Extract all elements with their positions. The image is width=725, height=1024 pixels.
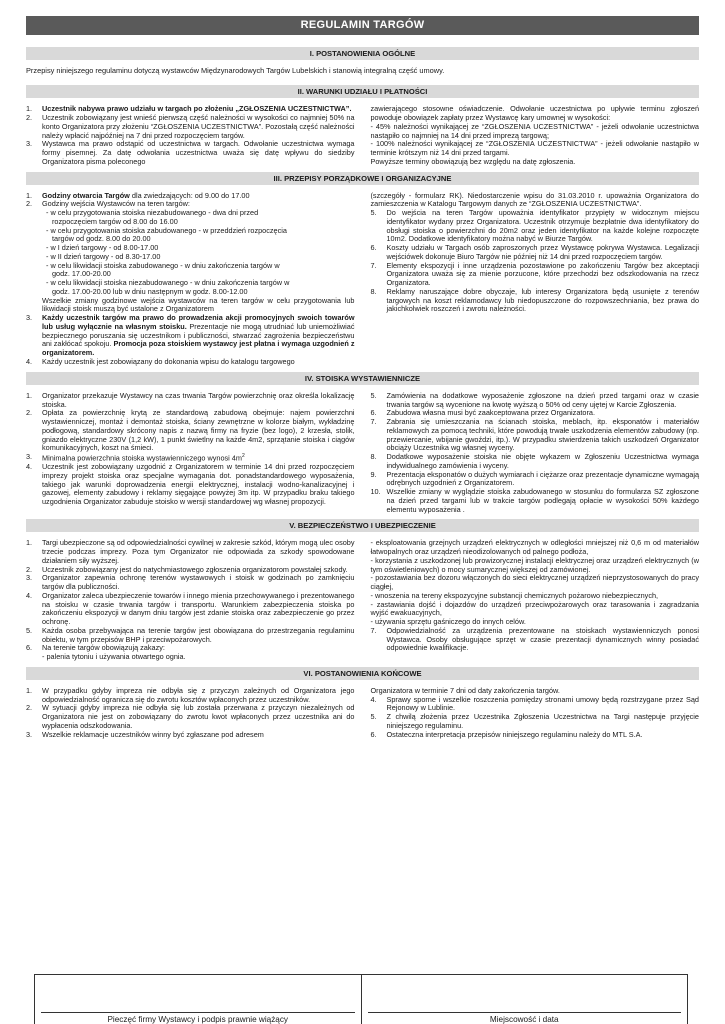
list-item: 8. Reklamy naruszające dobre obyczaje, lub interesy Organizatora będą usunięte z terenów targowych na koszt reklamodawcy lub niedopuszczone do rozpowszechniania, bez prawa do jakichkolwiek roszczeń i zwrotu należności. xyxy=(370,286,699,314)
section-heading-participation: II. WARUNKI UDZIAŁU I PŁATNOŚCI xyxy=(26,85,699,98)
stands-columns xyxy=(26,392,699,515)
list-item: 5. Zamówienia na dodatkowe wyposażenie zgłoszone na dzień przed targami oraz w czasie trwania targów są wycenione na kwotę wyższą o 50% od ceny ujętej w Karcie Zgłoszenia. xyxy=(370,390,699,409)
list-item: 2. Godziny wejścia Wystawców na teren targów: - w celu przygotowania stoiska niezabudowanego - dwa dni przed rozpoczęciem targów od 8.00 do 16.00 - w celu przygotowania stoiska zabudowanego - w przeddzień rozpoczęcia targów od godz. 8.00 do 20.00 - w I dzień targowy - od 8.00-17.00 - w II dzień targowy - od 8.30-17.00 - w celu likwidacji stoiska zabudowanego - w dniu zakończenia targów w godz. 17.00-20.00 - w celu likwidacji stoiska niezabudowanego - w dniu zakończenia targów w godz. 17.00-20.00 lub w dniu następnym w godz. 8.00-12.00 Wszelkie zmiany godzinowe wejścia wystawców na teren targów w celu przygotowania lub likwidacji stoisk muszą być ustalone z Organizatorem xyxy=(26,199,355,314)
paragraph: zawierającego stosowne oświadczenie. Odwołanie uczestnictwa po upływie terminu zgłoszeń powoduje obowiązek zapłaty przez Wystawcę kary umownej w wysokości: xyxy=(370,104,699,123)
list-item: 4. Organizator zaleca ubezpieczenie towarów i innego mienia przechowywanego i prezentowanego na stoisku w czasie trwania targów i transportu. Warunkiem zabezpieczenia stoiska po zakończeniu ekspozycji w danym dniu targów jest zdanie stoiska oraz zabezpieczenie go przez ochronę. xyxy=(26,590,355,627)
paragraph: - pozostawiania bez dozoru włączonych do sieci elektrycznej urządzeń nieprzystosowanych do pracy ciągłej, xyxy=(370,573,699,592)
paragraph: - korzystania z uszkodzonej lub prowizorycznej instalacji elektrycznej oraz urządzeń elektrycznych (w tym oświetleniowych) o mocy sumarycznej większej od zamówionej. xyxy=(370,555,699,574)
list-item: 2. Opłata za powierzchnię krytą ze standardową zabudową obejmuje: najem powierzchni wystawienniczej, montaż i demontaż stoiska, ściany zewnętrzne w kolorze białym, wykładzinę podłogową, standardowy skrócony napis z nazwą firmy na fryzie (bez logo), 2 krzesła, stolik, gniazdo elektryczne 230V (1,2 kW), 1 punkt świetlny na każde 4m2, sprzątanie stoiska i ciągów komunikacyjnych, koszt na śmieci. xyxy=(26,408,355,453)
document-title: REGULAMIN TARGÓW xyxy=(26,16,699,35)
paragraph: Powyższe terminy obowiązują bez względu na datę zgłoszenia. xyxy=(370,156,576,166)
section-heading-general: I. POSTANOWIENIA OGÓLNE xyxy=(26,47,699,60)
paragraph: - 100% należności wynikającej ze “ZGŁOSZENIA UCZESTNICTWA” - jeżeli odwołanie nastąpiło w terminie krótszym niż 14 dni przed targami. xyxy=(370,139,699,158)
stamp-signature-label: Pieczęć firmy Wystawcy i podpis prawnie wiążący xyxy=(107,1015,289,1024)
place-date-label: Miejscowość i data xyxy=(489,1015,559,1024)
section-heading-safety: V. BEZPIECZEŃSTWO I UBEZPIECZENIE xyxy=(26,519,699,532)
list-item: 2. Uczestnik zobowiązany jest wnieść pierwszą część należności w wysokości co najmniej 50% na konto Organizatora przy złożeniu “ZGŁOSZENIA UCZESTNICTWA”. Pozostałą część należności należy wpłacić najpóźniej na 7 dni przed rozpoczęciem targów. xyxy=(26,113,355,140)
list-item: 5. Każda osoba przebywająca na terenie targów jest obowiązana do przestrzegania regulaminu obiektu, w tym przepisów BHP i przeciwpożarowych. xyxy=(26,625,355,644)
signature-line xyxy=(41,1012,355,1013)
paragraph: (szczegóły - formularz RK). Niedostarczenie wpisu do 31.03.2010 r. upoważnia Organizatora do zamieszczenia w Katalogu Targowym danych ze “ZGŁOSZENIA UCZESTNICTWA”. xyxy=(370,190,699,209)
participation-columns xyxy=(26,105,699,166)
signature-box xyxy=(34,974,688,1024)
paragraph: - wnoszenia na tereny ekspozycyjne substancji chemicznych pożarowo niebezpiecznych, xyxy=(370,590,659,600)
paragraph: Organizatora w terminie 7 dni od daty zakończenia targów. xyxy=(370,685,560,695)
list-item: 4. Uczestnik jest zobowiązany uzgodnić z Organizatorem w terminie 14 dni przed rozpoczęciem imprezy projekt stoiska oraz specjalne wymagania dot. ponadstandardowego wyposażenia, takiego jak warunki doprowadzenia energii elektrycznej, instalacji wodno-kanalizacyjnej i gazowej, elementy zabudowy i reklamy sięgające powyżej 3m itp. W przypadku braku takiego uzgodnienia Organizator zabuduje stoisko w wersji standardowej wg własnej propozycji. xyxy=(26,462,355,507)
section-heading-stands: IV. STOISKA WYSTAWIENNICZE xyxy=(26,372,699,385)
list-item: 3. Każdy uczestnik targów ma prawo do prowadzenia akcji promocyjnych swoich towarów lub usług wyłącznie na własnym stoisku. Prezentacje nie mogą utrudniać lub uniemożliwiać bezpiecznego poruszania się uczestnikom i publiczności, stwarzać zagrożenia bezpieczeństwu ani zakłócać spokoju. Promocja poza stoiskiem wystawcy jest płatna i wymaga uzgodnień z organizatorem. xyxy=(26,313,355,358)
paragraph: - zastawiania dojść i dojazdów do urządzeń przeciwpożarowych oraz tarasowania i zagradzania wyjść ewakuacyjnych, xyxy=(370,599,699,618)
general-provisions-text: Przepisy niniejszego regulaminu dotyczą wystawców Międzynarodowych Targów Lubelskich i stanowią integralną część umowy. xyxy=(26,66,445,76)
list-item: 3. Wystawca ma prawo odstąpić od uczestnictwa w targach. Odwołanie uczestnictwa wymaga formy pisemnej. Za datę odwołania uczestnictwa uważa się datę wpływu do siedziby Organizatora pisma poleconego xyxy=(26,139,355,166)
place-date-field[interactable] xyxy=(362,975,688,1024)
list-item: 7. Elementy ekspozycji i inne urządzenia pozostawione po zakończeniu Targów bez akceptacji Organizatora uważa się za mienie porzucone, które przechodzi bez odszkodowania na rzecz Organizatora. xyxy=(370,260,699,288)
list-item: 6. Na terenie targów obowiązują zakazy: - palenia tytoniu i używania otwartego ognia. xyxy=(26,643,186,662)
paragraph: - używania sprzętu gaśniczego do innych celów. xyxy=(370,617,526,627)
date-line xyxy=(368,1012,682,1013)
section-heading-organizational: III. PRZEPISY PORZĄDKOWE I ORGANIZACYJNE xyxy=(26,172,699,185)
list-item: 1. W przypadku gdyby impreza nie odbyła się z przyczyn zależnych od Organizatora jego odpowiedzialność ogranicza się do zwrotu kosztów wpłaconych przez uczestników. xyxy=(26,685,355,704)
list-item: 9. Prezentacja eksponatów o dużych wymiarach i ciężarze oraz prezentacje dynamiczne wymagają odrębnych uzgodnień z Organizatorem. xyxy=(370,469,699,488)
section-heading-final: VI. POSTANOWIENIA KOŃCOWE xyxy=(26,667,699,680)
list-item: 6. Koszty udziału w Targach osób zaproszonych przez Wystawcę pokrywa Wystawca. Legalizacji wejściówek dokonuje Biuro Targów nie później niż 14 dni przed rozpoczęciem targów. xyxy=(370,243,699,261)
list-item: 3. Minimalna powierzchnia stoiska wystawienniczego wynosi $4m^2$ xyxy=(26,452,245,463)
list-item: 8. Dodatkowe wyposażenie stoiska nie objęte wykazem w Zgłoszeniu Uczestnictwa wymaga indywidualnego zamówienia i wyceny. xyxy=(370,452,699,470)
list-item: 1. Godziny otwarcia Targów dla zwiedzających: od 9.00 do 17.00 xyxy=(26,190,250,200)
list-item: 1. Targi ubezpieczone są od odpowiedzialności cywilnej w zakresie szkód, którym mogą ulec osoby trzecie podczas imprezy. Poza tym Organizator nie odpowiada za szkody spowodowane działaniem siły wyższej. xyxy=(26,538,355,565)
list-item: 3. Organizator zapewnia ochronę terenów wystawowych i stoisk w godzinach po zamknięciu targów dla publiczności. xyxy=(26,573,355,592)
list-item: 4. Sprawy sporne i wszelkie roszczenia pomiędzy stronami umowy będą rozstrzygane przez Sąd Rejonowy w Lublinie. xyxy=(370,694,699,713)
list-item: 10. Wszelkie zmiany w wyglądzie stoiska zabudowanego w stosunku do formularza SZ zgłoszone na dzień przed targami lub w trakcie targów podlegają opłacie w wysokości 50% każdego elementu wyposażenia . xyxy=(370,487,699,514)
paragraph: - 45% należności wynikającej ze “ZGŁOSZENIA UCZESTNICTWA” - jeżeli odwołanie uczestnictwa nastąpiło co najmniej na 14 dni przed imprezą targową; xyxy=(370,121,699,140)
organizational-columns xyxy=(26,192,699,367)
list-item: 1. Organizator przekazuje Wystawcy na czas trwania Targów powierzchnię oraz określa lokalizację stoiska. xyxy=(26,390,355,409)
list-item: 5. Do wejścia na teren Targów upoważnia identyfikator przypięty w widocznym miejscu identyfikator wydany przez Organizatora. Uczestnik otrzymuje bezpłatnie dwa identyfikatory do obsługi stoiska o powierzchni do 20m2 oraz jeden identyfikator na każde kolejne rozpoczęte 10m2. Dodatkowe identyfikatory można nabyć w Biurze Targów. xyxy=(370,208,699,244)
safety-columns xyxy=(26,539,699,662)
list-item: 6. Zabudowa własna musi być zaakceptowana przez Organizatora. xyxy=(370,408,595,418)
list-item: 1. Uczestnik nabywa prawo udziału w targach po złożeniu „ZGŁOSZENIA UCZESTNICTWA”. xyxy=(26,104,352,114)
list-item: 7. Zabrania się umieszczania na ścianach stoiska, meblach, itp. eksponatów i materiałów reklamowych za pomocą techniki, które powodują trwałe uszkodzenia elementów zabudowy (np. przewiercanie, wbijanie gwoździ, itp.). W przypadku stwierdzenia takich uszkodzeń Organizator obciąży Uczestnika wg własnej wyceny. xyxy=(370,417,699,453)
list-item: 3. Wszelkie reklamacje uczestników winny być zgłaszane pod adresem xyxy=(26,729,264,739)
list-item: 2. W sytuacji gdyby impreza nie odbyła się lub została przerwana z przyczyn niezależnych od Organizatora nie jest on zobowiązany do zwrotu kwot wpłaconych przez uczestnika ani do wypłacenia odszkodowania. xyxy=(26,703,355,730)
final-columns xyxy=(26,687,699,740)
list-item: 5. Z chwilą złożenia przez Uczestnika Zgłoszenia Uczestnictwa na Targi następuje przyjęcie niniejszego regulaminu. xyxy=(370,712,699,730)
paragraph: - eksploatowania grzejnych urządzeń elektrycznych w odległości mniejszej niż 0,6 m od materiałów łatwopalnych oraz urządzeń nieodizolowanych od palnego podłoża, xyxy=(370,538,699,557)
list-item: 2. Uczestnik zobowiązany jest do natychmiastowego zgłoszenia organizatorom powstałej szkody. xyxy=(26,564,348,574)
list-item: 6. Ostateczna interpretacja przepisów niniejszego regulaminu należy do MTL S.A. xyxy=(370,729,643,739)
list-item: 7. Odpowiedzialność za urządzenia prezentowane na stoiskach wystawienniczych ponosi Wystawca. Osoby obsługujące sprzęt w czasie prezentacji dynamicznych winny posiadać odpowiednie kwalifikacje. xyxy=(370,625,699,653)
stamp-signature-field[interactable] xyxy=(35,975,362,1024)
list-item: 4. Każdy uczestnik jest zobowiązany do dokonania wpisu do katalogu targowego xyxy=(26,356,295,366)
